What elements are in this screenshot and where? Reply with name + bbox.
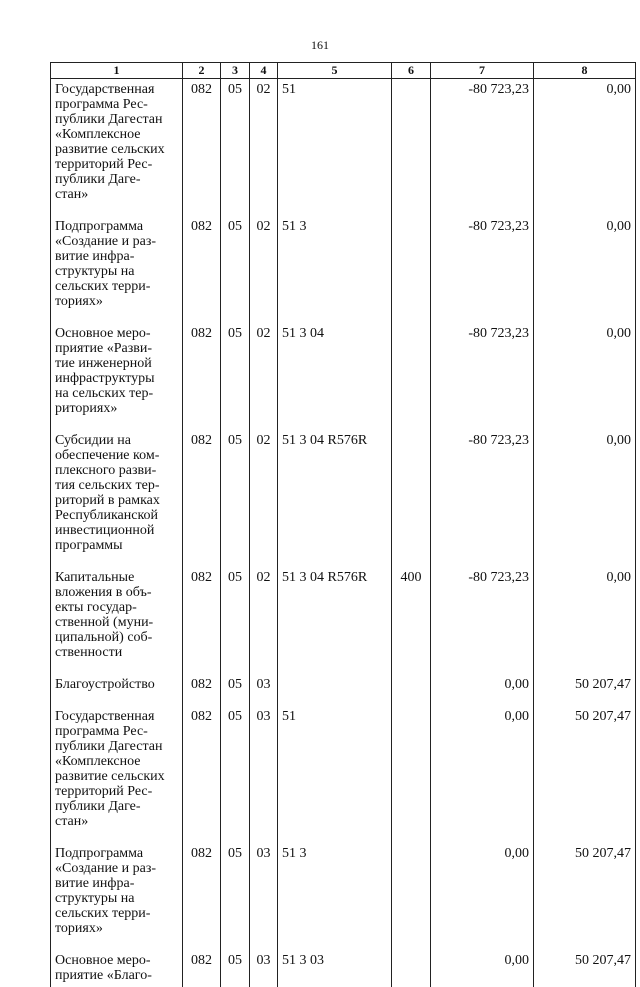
header-col-8: 8: [534, 63, 636, 79]
row-subsection-code: 02: [250, 216, 278, 323]
row-section-code: 05: [221, 79, 250, 217]
header-col-4: 4: [250, 63, 278, 79]
row-amount-2: 0,00: [534, 430, 636, 567]
row-target-article: 51 3 04: [278, 323, 392, 430]
table-row: [51, 567, 636, 674]
row-expense-type: [392, 323, 431, 430]
row-subsection-code: 02: [250, 430, 278, 567]
table-row: [51, 216, 636, 323]
row-amount-2: 50 207,47: [534, 674, 636, 706]
row-amount-2: 0,00: [534, 79, 636, 217]
header-col-1: 1: [51, 63, 183, 79]
row-target-article: 51 3: [278, 843, 392, 950]
row-expense-type: 400: [392, 567, 431, 674]
table-row: [51, 843, 636, 950]
row-amount-1: -80 723,23: [431, 79, 534, 217]
row-amount-1: -80 723,23: [431, 430, 534, 567]
row-name: Подпрограмма «Создание и раз- витие инфра- структуры на сельских терри- ториях»: [51, 843, 183, 950]
table-row: [51, 706, 636, 843]
row-subsection-code: 03: [250, 950, 278, 987]
header-col-7: 7: [431, 63, 534, 79]
row-amount-2: 0,00: [534, 216, 636, 323]
row-target-article: 51: [278, 706, 392, 843]
row-subsection-code: 02: [250, 79, 278, 217]
row-name: Государственная программа Рес- публики Дагестан «Комплексное развитие сельских территорий Рес- публики Даге- стан»: [51, 706, 183, 843]
row-name: Основное меро- приятие «Благо-: [51, 950, 183, 987]
row-grbs-code: 082: [183, 323, 221, 430]
row-section-code: 05: [221, 323, 250, 430]
row-section-code: 05: [221, 567, 250, 674]
row-target-article: 51 3: [278, 216, 392, 323]
row-section-code: 05: [221, 706, 250, 843]
table-row: [51, 323, 636, 430]
row-amount-2: 50 207,47: [534, 950, 636, 987]
budget-table: [50, 62, 636, 987]
row-amount-1: 0,00: [431, 950, 534, 987]
row-section-code: 05: [221, 843, 250, 950]
row-amount-2: 0,00: [534, 323, 636, 430]
row-target-article: 51: [278, 79, 392, 217]
table-row: [51, 950, 636, 987]
row-section-code: 05: [221, 950, 250, 987]
row-expense-type: [392, 674, 431, 706]
row-subsection-code: 02: [250, 567, 278, 674]
row-grbs-code: 082: [183, 216, 221, 323]
row-amount-1: 0,00: [431, 674, 534, 706]
row-subsection-code: 03: [250, 843, 278, 950]
row-grbs-code: 082: [183, 706, 221, 843]
row-expense-type: [392, 950, 431, 987]
header-col-5: 5: [278, 63, 392, 79]
row-expense-type: [392, 843, 431, 950]
row-amount-1: -80 723,23: [431, 323, 534, 430]
row-amount-1: -80 723,23: [431, 567, 534, 674]
row-section-code: 05: [221, 216, 250, 323]
row-grbs-code: 082: [183, 674, 221, 706]
row-amount-1: 0,00: [431, 843, 534, 950]
page-number: 161: [311, 38, 329, 52]
row-amount-2: 50 207,47: [534, 706, 636, 843]
row-name: Подпрограмма «Создание и раз- витие инфра- структуры на сельских терри- ториях»: [51, 216, 183, 323]
row-section-code: 05: [221, 674, 250, 706]
table-row: [51, 674, 636, 706]
row-target-article: [278, 674, 392, 706]
row-expense-type: [392, 430, 431, 567]
row-name: Основное меро- приятие «Разви- тие инженерной инфраструктуры на сельских тер- риториях»: [51, 323, 183, 430]
table-row: [51, 79, 636, 217]
row-amount-1: 0,00: [431, 706, 534, 843]
row-subsection-code: 02: [250, 323, 278, 430]
row-grbs-code: 082: [183, 79, 221, 217]
row-target-article: 51 3 03: [278, 950, 392, 987]
row-name: Субсидии на обеспечение ком- плексного разви- тия сельских тер- риторий в рамках Республиканской инвестиционной программы: [51, 430, 183, 567]
row-subsection-code: 03: [250, 706, 278, 843]
row-expense-type: [392, 216, 431, 323]
table-header-row: [51, 63, 636, 79]
row-name: Капитальные вложения в объ- екты государ- ственной (муни- ципальной) соб- ственности: [51, 567, 183, 674]
table-row: [51, 430, 636, 567]
header-col-6: 6: [392, 63, 431, 79]
row-expense-type: [392, 706, 431, 843]
row-grbs-code: 082: [183, 430, 221, 567]
row-amount-1: -80 723,23: [431, 216, 534, 323]
row-amount-2: 50 207,47: [534, 843, 636, 950]
row-grbs-code: 082: [183, 950, 221, 987]
row-amount-2: 0,00: [534, 567, 636, 674]
header-col-2: 2: [183, 63, 221, 79]
row-expense-type: [392, 79, 431, 217]
row-subsection-code: 03: [250, 674, 278, 706]
row-target-article: 51 3 04 R576R: [278, 567, 392, 674]
row-grbs-code: 082: [183, 843, 221, 950]
row-target-article: 51 3 04 R576R: [278, 430, 392, 567]
row-section-code: 05: [221, 430, 250, 567]
row-grbs-code: 082: [183, 567, 221, 674]
header-col-3: 3: [221, 63, 250, 79]
row-name: Государственная программа Рес- публики Дагестан «Комплексное развитие сельских территорий Рес- публики Даге- стан»: [51, 79, 183, 217]
row-name: Благоустройство: [51, 674, 183, 706]
